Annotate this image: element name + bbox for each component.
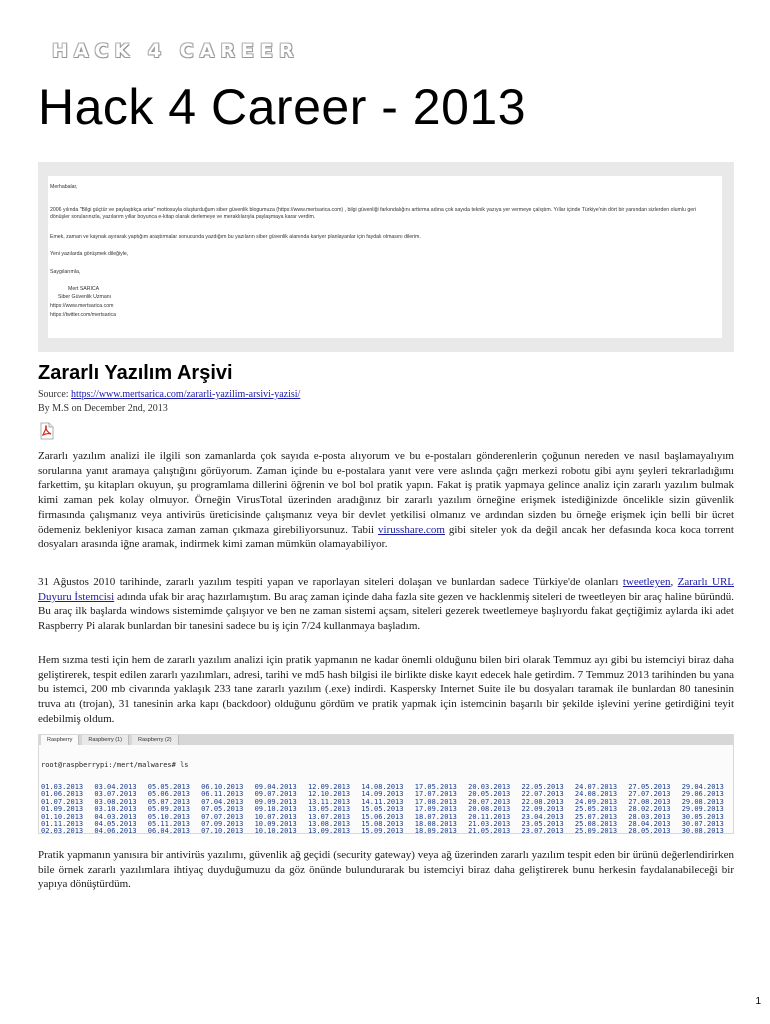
terminal-file-name: 21.03.2013 <box>468 820 511 829</box>
terminal-tab[interactable]: Raspberry <box>41 735 79 745</box>
terminal-file-name: 09.09.2013 <box>254 797 297 806</box>
terminal-file-name: 27.08.2013 <box>628 797 671 806</box>
article-byline: By M.S on December 2nd, 2013 <box>38 403 168 414</box>
article-source <box>38 389 300 400</box>
intro-banner <box>38 162 734 352</box>
terminal-file-name: 17.09.2013 <box>414 805 457 814</box>
terminal-file-name: 18.07.2013 <box>414 812 457 821</box>
paragraph-text: 31 Ağustos 2010 tarihinde, zararlı yazılım tespiti yapan ve raporlayan siteleri dolaşan ve bunlardan sadece Türkiye'de olanları <box>38 576 623 588</box>
terminal-file-name: 15.08.2013 <box>361 820 404 829</box>
article-paragraph-3: Hem sızma testi için hem de zararlı yazılım analizi için pratik yapmanın ne kadar önemli olduğunu bilen biri olarak Temmuz ayı gibi bu istemciyi biraz daha geliştirerek, tespit edilen zararlı yazılımları, adresi, tarihi ve md5 hash bilgisi ile birlikte diske kayıt edecek hale getirdim. 7 Temmuz 2013 tarihinden bu yana bu istemci, 200 mb civarında yaklaşık 233 tane zararlı yazılım (.exe) indirdi. Kaspersky Internet Suite ile bu dosyaları taramak ile bunlardan 80 tanesinin truva atı (trojan), 31 tanesinin arka kapı (backdoor) olduğunu gördüm ve pratik yapmak için istemcinin başarılı bir şekilde işlevini yerine getirdiğini teyit edebilmiş oldum. <box>38 654 734 725</box>
terminal-file-name: 01.06.2013 <box>41 790 84 799</box>
terminal-file-name: 20.03.2013 <box>468 783 511 792</box>
terminal-file-name: 09.07.2013 <box>254 790 297 799</box>
paragraph-text: adında ufak bir araç hazırlamıştım. Bu araç zaman içinde daha fazla site gezen ve hacklenmiş siteleri de tweetleyen bir araç haline büründü. Bu araç ilk başlarda windows sistemimde çalışıyor ve ben ne zaman sistemi açsam, siteleri gezerek tweetlemeye başlıyordu fakat geçtiğimiz aylarda iki adet Raspberry Pi alarak bunlardan bir tanesini sadece bu iş için 7/24 kullanmaya başladım. <box>38 590 734 633</box>
article-paragraph-4: Pratik yapmanın yanısıra bir antivirüs yazılımı, güvenlik ağ geçidi (security gateway) veya ağ üzerinden zararlı yazılım tespit eden bir ürünü değerlendirirken bile örnek zararlı yazılımlara ihtiyaç duyduğumuzu da göz önünde bulundurarak bu istemciyi biraz daha geliştirerek bunu herkesin faydalanabileceği bir yapıya dönüştürdüm. <box>38 849 734 891</box>
terminal-file-name: 28.05.2013 <box>628 827 671 834</box>
terminal-file-name: 18.08.2013 <box>414 820 457 829</box>
letter-paragraph-2: Emek, zaman ve kaynak ayırarak yaptığım araştırmalar sonucunda yazdığım bu yazıların siber güvenlik alanında kariyer planlayanlar için faydalı olmasını dilerim. <box>50 234 421 240</box>
terminal-file-name: 15.09.2013 <box>361 827 404 834</box>
paragraph-text: Zararlı yazılım analizi ile ilgili son zamanlarda çok sayıda e-posta alıyorum ve bu e-postaları gönderenlerin çoğunun nereden ve nasıl başlamayalıyım sorularına yanıt aramaya çalıştığını görüyorum. Zaman içinde bu e-postalara yanıt vere vere aslında çağrı merkezi robotu gibi aynı şeyleri tekrarladığımı farkettim, şu kitapları okuyun, şu programlama dillerini öğrenin ve bol bol pratik yapın. Fakat iş pratik yapmaya gelince analiz için zararlı yazılım bulmak kimi zaman pek kolay olmuyor. Örneğin VirusTotal üzerinden aradığınız bir zararlı yazılım örneğine erişmek istediğinizde öncelikle sizin güvenlik firmasında çalışmanız veya antivirüs üreticisinde çalışmanız veya bir devlet yetkilisi olmanız ve ardından sizden bu örneğe erişmek için belli bir ücret ödemeniz bekleniyor kısaca zaman zaman çıkmaza girebiliyorsunuz. Tabii <box>38 450 734 536</box>
terminal-file-name: 25.09.2013 <box>574 827 618 834</box>
paragraph-text: gibi siteler yok da değil ancak her defasında koca koca torrent dosyaları arasında iğne aramak, indirmek kimi zaman mümkün olamayabiliyor. <box>38 523 734 551</box>
terminal-file-name: 10.07.2013 <box>254 812 297 821</box>
terminal-file-name: 07.04.2013 <box>201 797 244 806</box>
terminal-file-name: 07.07.2013 <box>201 812 244 821</box>
terminal-file-name: 29.04.2013 <box>681 783 724 792</box>
terminal-file-name: 02.03.2013 <box>41 827 84 834</box>
source-link[interactable]: https://www.mertsarica.com/zararli-yazilim-arsivi-yazisi/ <box>71 389 301 400</box>
terminal-file-name: 06.04.2013 <box>147 827 190 834</box>
terminal-file-name: 18.09.2013 <box>414 827 457 834</box>
terminal-file-name: 05.05.2013 <box>147 783 190 792</box>
terminal-file-name: 30.05.2013 <box>681 812 724 821</box>
terminal-file-name: 05.06.2013 <box>147 790 190 799</box>
page-title: Hack 4 Career - 2013 <box>38 79 527 135</box>
paragraph-text: , <box>670 576 678 588</box>
terminal-file-name: 01.11.2013 <box>41 820 84 829</box>
terminal-command: root@raspberrypi:/mert/malwares# ls <box>41 760 189 769</box>
terminal-file-name: 30.08.2013 <box>681 827 724 834</box>
pdf-icon[interactable] <box>38 422 56 440</box>
intro-letter <box>48 176 722 338</box>
letter-signature-name: Mert SARICA <box>68 286 100 292</box>
terminal-file-name: 10.10.2013 <box>254 827 297 834</box>
terminal-file-name: 17.07.2013 <box>414 790 457 799</box>
terminal-file-name: 22.05.2013 <box>521 783 564 792</box>
terminal-file-name: 05.11.2013 <box>147 820 190 829</box>
terminal-file-name: 03.10.2013 <box>94 805 137 814</box>
terminal-file-name: 09.10.2013 <box>254 805 297 814</box>
terminal-file-name: 06.11.2013 <box>201 790 244 799</box>
terminal-file-name: 13.11.2013 <box>307 797 351 806</box>
terminal-file-name: 13.08.2013 <box>307 820 351 829</box>
terminal-file-name: 04.05.2013 <box>94 820 137 829</box>
terminal-file-name: 14.09.2013 <box>361 790 404 799</box>
terminal-file-name: 30.07.2013 <box>681 820 724 829</box>
terminal-file-name: 13.05.2013 <box>307 805 351 814</box>
terminal-file-name: 05.07.2013 <box>147 797 190 806</box>
terminal-file-name: 07.10.2013 <box>201 827 244 834</box>
letter-signature-role: Siber Güvenlik Uzmanı <box>58 294 112 300</box>
terminal-file-name: 20.05.2013 <box>468 790 511 799</box>
terminal-file-name: 27.05.2013 <box>628 783 671 792</box>
terminal-file-name: 03.04.2013 <box>94 783 137 792</box>
terminal-file-name: 22.07.2013 <box>521 790 564 799</box>
terminal-file-name: 14.08.2013 <box>361 783 404 792</box>
terminal-file-name: 03.07.2013 <box>94 790 137 799</box>
terminal-file-name: 28.02.2013 <box>628 805 671 814</box>
terminal-file-name: 01.10.2013 <box>41 812 84 821</box>
terminal-file-name: 24.07.2013 <box>574 783 618 792</box>
terminal-tab[interactable]: Raspberry (1) <box>82 735 129 745</box>
terminal-file-name: 04.03.2013 <box>94 812 137 821</box>
terminal-file-name: 24.09.2013 <box>574 797 618 806</box>
terminal-file-name: 05.09.2013 <box>147 805 190 814</box>
terminal-file-name: 20.07.2013 <box>468 797 511 806</box>
terminal-file-name: 22.09.2013 <box>521 805 564 814</box>
terminal-listing <box>41 784 733 834</box>
article-paragraph-1 <box>38 449 734 552</box>
terminal-tab[interactable]: Raspberry (2) <box>132 735 179 745</box>
terminal-file-name: 27.07.2013 <box>628 790 671 799</box>
article-paragraph-2 <box>38 575 734 634</box>
terminal-tabs <box>39 735 733 745</box>
letter-website: https://www.mertsarica.com <box>50 303 114 309</box>
terminal-file-name: 09.04.2013 <box>254 783 297 792</box>
terminal-line <box>41 828 733 834</box>
terminal-file-name: 07.09.2013 <box>201 820 244 829</box>
terminal-file-name: 07.05.2013 <box>201 805 244 814</box>
terminal-file-name: 14.11.2013 <box>361 797 404 806</box>
terminal-file-name: 29.08.2013 <box>681 797 724 806</box>
terminal-file-name: 23.07.2013 <box>521 827 564 834</box>
letter-paragraph-3: Yeni yazılarda görüşmek dileğiyle, <box>50 251 129 257</box>
terminal-file-name: 23.05.2013 <box>521 820 564 829</box>
terminal-file-name: 01.07.2013 <box>41 797 84 806</box>
terminal-file-name: 28.03.2013 <box>628 812 671 821</box>
source-label: Source: <box>38 389 72 400</box>
page-number: 1 <box>755 996 761 1007</box>
terminal-file-name: 01.09.2013 <box>41 805 84 814</box>
url-client-link[interactable]: Zararlı URL Duyuru İstemcisi <box>38 576 734 603</box>
terminal-file-name: 29.09.2013 <box>681 805 724 814</box>
letter-paragraph-1: 2006 yılında "Bilgi güçtür ve paylaştıkça artar" mottosuyla oluşturduğum siber güvenlik blogumuza (https://www.mertsarica.com) , bilgi güvenliği farkındalığını arttırma adına çok sayıda teknik yazıya yer vermeye çalıştım. Yıllar içinde Türkiye'nin dört bir yanından sizlerden olumlu geri dönüşler sorularınızla, yazılarım yıllar boyunca e-kitap olarak derlemeye ve meraklılarıyla paylaşmaya karar verdim. <box>50 207 697 220</box>
tweetleyen-link[interactable]: tweetleyen <box>622 576 671 588</box>
terminal-file-name: 03.08.2013 <box>94 797 137 806</box>
terminal-file-name: 06.10.2013 <box>201 783 244 792</box>
letter-twitter: https://twitter.com/mertsarica <box>50 312 117 318</box>
terminal-file-name: 22.08.2013 <box>521 797 564 806</box>
terminal-file-name: 23.04.2013 <box>521 812 564 821</box>
terminal-file-name: 15.06.2013 <box>361 812 404 821</box>
terminal-file-name: 13.07.2013 <box>307 812 351 821</box>
terminal-file-name: 04.06.2013 <box>94 827 137 834</box>
terminal-file-name: 12.10.2013 <box>307 790 351 799</box>
terminal-file-name: 20.11.2013 <box>468 812 511 821</box>
terminal-file-name: 25.05.2013 <box>574 805 618 814</box>
terminal-file-name: 17.05.2013 <box>414 783 457 792</box>
terminal-file-name: 25.08.2013 <box>574 820 618 829</box>
terminal-file-name: 24.08.2013 <box>574 790 618 799</box>
terminal-file-name: 25.07.2013 <box>574 812 618 821</box>
virusshare-link[interactable]: virusshare.com <box>378 523 445 536</box>
terminal-file-name: 12.09.2013 <box>307 783 351 792</box>
terminal-file-name: 05.10.2013 <box>147 812 190 821</box>
letter-closing: Saygılarımla, <box>50 269 81 275</box>
terminal-file-name: 10.09.2013 <box>254 820 297 829</box>
terminal-file-name: 28.04.2013 <box>628 820 671 829</box>
terminal-file-name: 15.05.2013 <box>361 805 404 814</box>
terminal-file-name: 29.06.2013 <box>681 790 724 799</box>
terminal-file-name: 17.08.2013 <box>414 797 457 806</box>
terminal-file-name: 13.09.2013 <box>307 827 351 834</box>
terminal-screenshot <box>38 734 734 834</box>
terminal-file-name: 01.03.2013 <box>41 783 84 792</box>
letter-greeting: Merhabalar, <box>50 184 78 190</box>
terminal-file-name: 20.08.2013 <box>468 805 511 814</box>
article-title: Zararlı Yazılım Arşivi <box>38 362 233 384</box>
terminal-body <box>39 745 733 834</box>
terminal-file-name: 21.05.2013 <box>468 827 511 834</box>
site-logo: HACK 4 CAREER <box>52 40 300 62</box>
